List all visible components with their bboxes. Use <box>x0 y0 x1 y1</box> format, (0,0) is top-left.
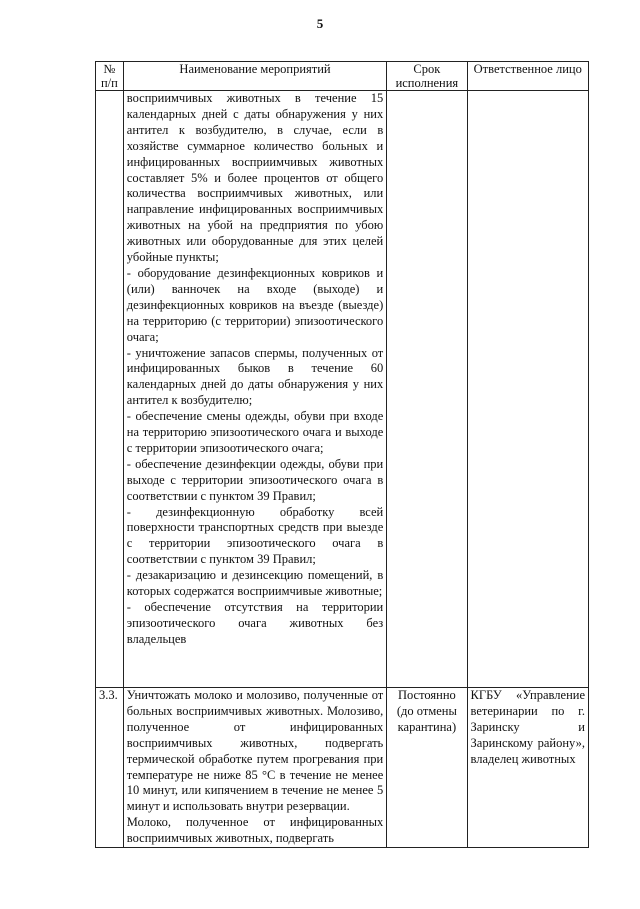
cell-measures-3-3 <box>123 688 386 848</box>
table-row-continuation <box>96 91 589 688</box>
bullet-item: - уничтожение запасов спермы, полученных от инфицированных быков в течение 60 календарных дней до даты обнаружения у них антител к возбудителю; <box>126 345 384 408</box>
cell-measures-continuation <box>123 91 386 688</box>
row-3-3-text-2: Молоко, полученное от инфицированных восприимчивых животных, подвергать <box>126 815 384 846</box>
header-responsible: Ответственное лицо <box>467 62 588 91</box>
header-name: Наименование мероприятий <box>123 62 386 91</box>
bullet-item: - дезинфекционную обработку всей поверхности транспортных средств при выезде с территории эпизоотического очага в соответствии с пунктом 39 Правил; <box>126 504 384 567</box>
cell-resp-3-3: КГБУ «Управление ветеринарии по г. Заринску и Заринскому району», владелец животных <box>467 688 588 848</box>
cell-num-empty <box>96 91 124 688</box>
bullet-item: - обеспечение дезинфекции одежды, обуви при выходе с территории эпизоотического очага в соответствии с пунктом 39 Правил; <box>126 456 384 503</box>
header-term: Срок исполнения <box>387 62 467 91</box>
row-3-3-text: Уничтожать молоко и молозиво, полученные от больных восприимчивых животных. Молозиво, полученное от инфицированных восприимчивых животных, подвергать термической обработке путем прогревания при температуре не ниже 85 °С в течение не менее 10 минут, или кипячением в течение не менее 5 минут и использовать внутри резервации. <box>126 688 384 814</box>
bullet-item: - дезакаризацию и дезинсекцию помещений, в которых содержатся восприимчивые животные; <box>126 568 384 599</box>
bullet-item: - обеспечение смены одежды, обуви при входе на территорию эпизоотического очага и выходе с территории эпизоотического очага; <box>126 409 384 455</box>
page-number: 5 <box>316 16 324 31</box>
header-num: № п/п <box>96 62 124 91</box>
table-row-3-3 <box>96 688 589 848</box>
measures-table <box>95 61 589 848</box>
continuation-text: восприимчивых животных в течение 15 календарных дней с даты обнаружения у них антител к возбудителю, в случае, если в хозяйстве суммарное количество больных и инфицированных восприимчивых животных составляет 5% и более процентов от общего количества восприимчивых животных, или направление инфицированных восприимчивых животных на убой на предприятия по убою животных или оборудованные для этих целей убойные пункты; <box>126 91 384 265</box>
cell-term-empty <box>387 91 467 688</box>
table-header-row <box>96 62 589 91</box>
cell-resp-empty <box>467 91 588 688</box>
bullet-item: - оборудование дезинфекционных ковриков и (или) ванночек на входе (выходе) и дезинфекционных ковриков на въезде (выезде) на территорию (с территории) эпизоотического очага; <box>126 265 384 344</box>
cell-num-3-3: 3.3. <box>96 688 124 848</box>
cell-term-3-3: Постоянно (до отмены карантина) <box>387 688 467 848</box>
bullet-item: - обеспечение отсутствия на территории эпизоотического очага животных без владельцев <box>126 600 384 646</box>
